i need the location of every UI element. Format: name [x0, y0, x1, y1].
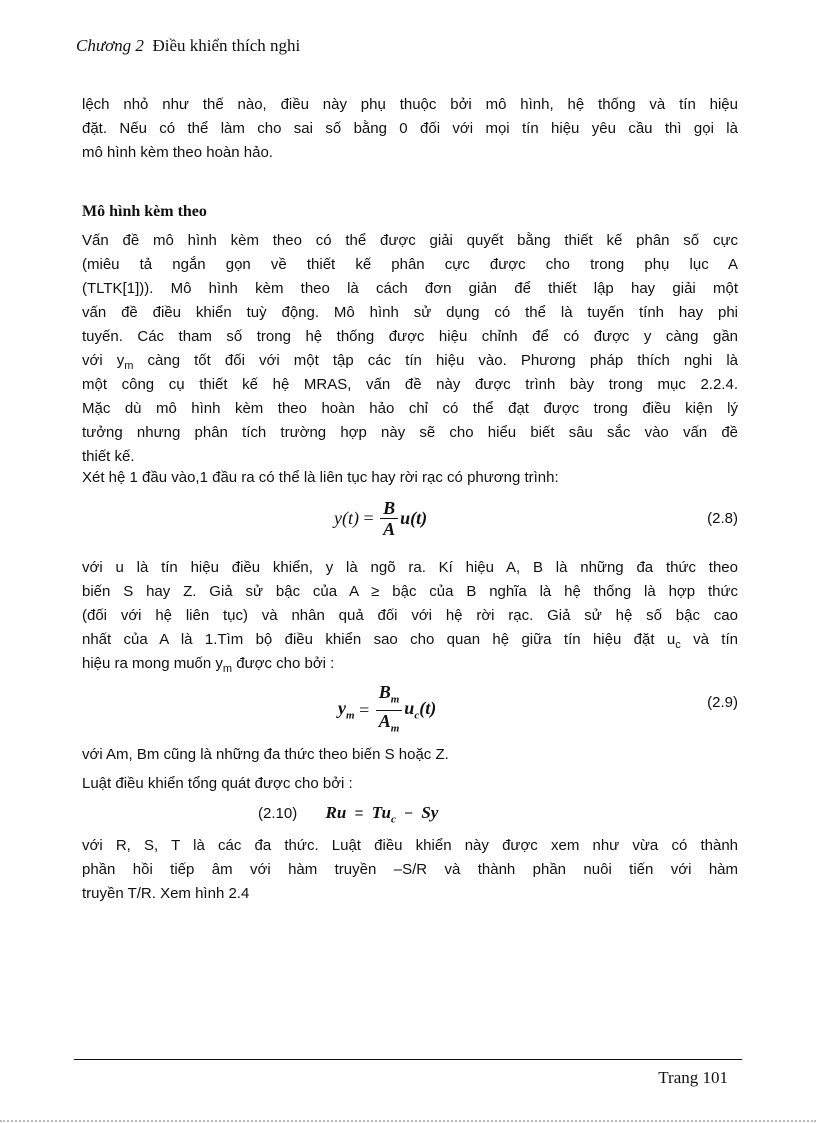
intro-paragraph	[82, 93, 738, 165]
text-line: Xét hệ 1 đầu vào,1 đầu ra có thể là liên tục hay rời rạc có phương trình:	[82, 469, 559, 486]
text-line: mô hình kèm theo hoàn hảo.	[82, 144, 273, 161]
eq-rhs: $u_c(t)$	[404, 698, 437, 722]
eq-term: Sy	[421, 803, 439, 822]
text-fragment: với y	[82, 352, 125, 369]
numerator: $B_m$	[376, 682, 403, 711]
text-line: một công cụ thiết kế hệ MRAS, vấn đề này được trình bày trong mục 2.2.4.	[82, 376, 738, 393]
eq-lhs: y(t)	[334, 508, 359, 528]
text-fragment: hiệu ra mong muốn y	[82, 655, 223, 672]
text-line: lệch nhỏ như thế nào, điều này phụ thuộc bởi mô hình, hệ thống và tín hiệu	[82, 96, 738, 113]
eq-rhs: u(t)	[400, 508, 428, 528]
equation-number: (2.9)	[707, 694, 738, 711]
fraction	[376, 682, 403, 738]
fraction	[380, 498, 398, 539]
subscript: m	[222, 663, 233, 675]
denominator: A	[383, 519, 396, 539]
bottom-border	[0, 1120, 816, 1122]
chapter-label: Chương 2	[76, 36, 144, 55]
eq-equals: =	[359, 699, 370, 720]
text-line: với Am, Bm cũng là những đa thức theo biến S hoặc Z.	[82, 746, 449, 763]
paragraph-am	[82, 743, 738, 767]
text-line: đặt. Nếu có thể làm cho sai số bằng 0 đối với mọi tín hiệu yêu cầu thì gọi là	[82, 120, 738, 137]
footer-divider	[74, 1059, 742, 1060]
denominator: $A_m$	[378, 710, 400, 735]
numerator: B	[380, 498, 398, 519]
subscript: m	[124, 360, 134, 372]
equation-number: (2.8)	[707, 510, 738, 527]
text-line: Vấn đề mô hình kèm theo có thể được giải quyết bằng thiết kế phân số cực	[82, 232, 738, 249]
text-line-ym	[82, 349, 738, 373]
eq-term: $Tu_c$	[371, 803, 396, 826]
eq-minus: −	[404, 805, 413, 822]
paragraph-luat	[82, 772, 738, 796]
paragraph-3	[82, 834, 738, 906]
subscript: c	[675, 639, 681, 651]
text-line: với R, S, T là các đa thức. Luật điều khiển này được xem như vừa có thành	[82, 837, 738, 854]
paragraph-2	[82, 556, 738, 676]
intro-equation-line	[82, 466, 738, 490]
text-line: phần hồi tiếp âm với hàm truyền –S/R và thành phần nuôi tiến với hàm	[82, 861, 738, 878]
page-header	[76, 36, 300, 56]
text-line: Mặc dù mô hình kèm theo hoàn hảo chỉ có thể đạt được trong điều kiện lý	[82, 400, 738, 417]
text-line: (đối với hệ liên tục) và nhân quả đối với hệ rời rạc. Giả sử hệ số bậc cao	[82, 607, 738, 624]
text-line: Luật điều khiển tổng quát được cho bởi :	[82, 775, 353, 792]
section-paragraph	[82, 229, 738, 469]
text-line: truyền T/R. Xem hình 2.4	[82, 885, 250, 902]
eq-equals: =	[354, 805, 364, 822]
eq-lhs: $y_m$	[338, 698, 355, 722]
page-number: Trang 101	[658, 1068, 728, 1087]
text-line: (TLTK[1])). Mô hình kèm theo là cách đơn giản để thiết lập hay giải một	[82, 280, 738, 297]
text-line: tưởng nhưng phân tích trường hợp này sẽ cho hiểu biết sâu sắc vào vấn đề	[82, 424, 738, 441]
equation-2-8	[82, 498, 738, 544]
text-fragment: càng tốt đối với một tập các tín hiệu vào. Phương pháp thích nghi là	[133, 352, 739, 369]
text-line: với u là tín hiệu điều khiển, y là ngõ ra. Kí hiệu A, B là những đa thức theo	[82, 559, 738, 576]
text-line: tuyến. Các tham số trong hệ thống được hiệu chỉnh để có được y càng gần	[82, 328, 738, 345]
text-fragment: được cho bởi :	[232, 655, 335, 672]
text-fragment: nhất của A là 1.Tìm bộ điều khiển sao cho quan hệ giữa tín hiệu đặt u	[82, 631, 676, 648]
chapter-title: Điều khiển thích nghi	[152, 36, 301, 55]
equation-2-10	[82, 798, 738, 832]
equation-number: (2.10)	[258, 805, 298, 822]
eq-equals: =	[363, 508, 374, 528]
text-line: thiết kế.	[82, 448, 135, 465]
section-heading: Mô hình kèm theo	[82, 203, 207, 220]
text-line-uc	[82, 628, 738, 652]
equation-2-9	[82, 682, 738, 735]
text-line: vấn đề điều khiển tuỳ động. Mô hình sử dụng có thể là tuyến tính hay phi	[82, 304, 738, 321]
text-line: biến S hay Z. Giả sử bậc của A ≥ bậc của B nghĩa là hệ thống là hợp thức	[82, 583, 738, 600]
text-fragment: và tín	[680, 631, 738, 648]
text-line: (miêu tả ngắn gọn về thiết kế phân cực được cho trong phụ lục A	[82, 256, 738, 273]
eq-lhs: Ru	[325, 803, 347, 822]
text-line-ym	[82, 652, 738, 676]
